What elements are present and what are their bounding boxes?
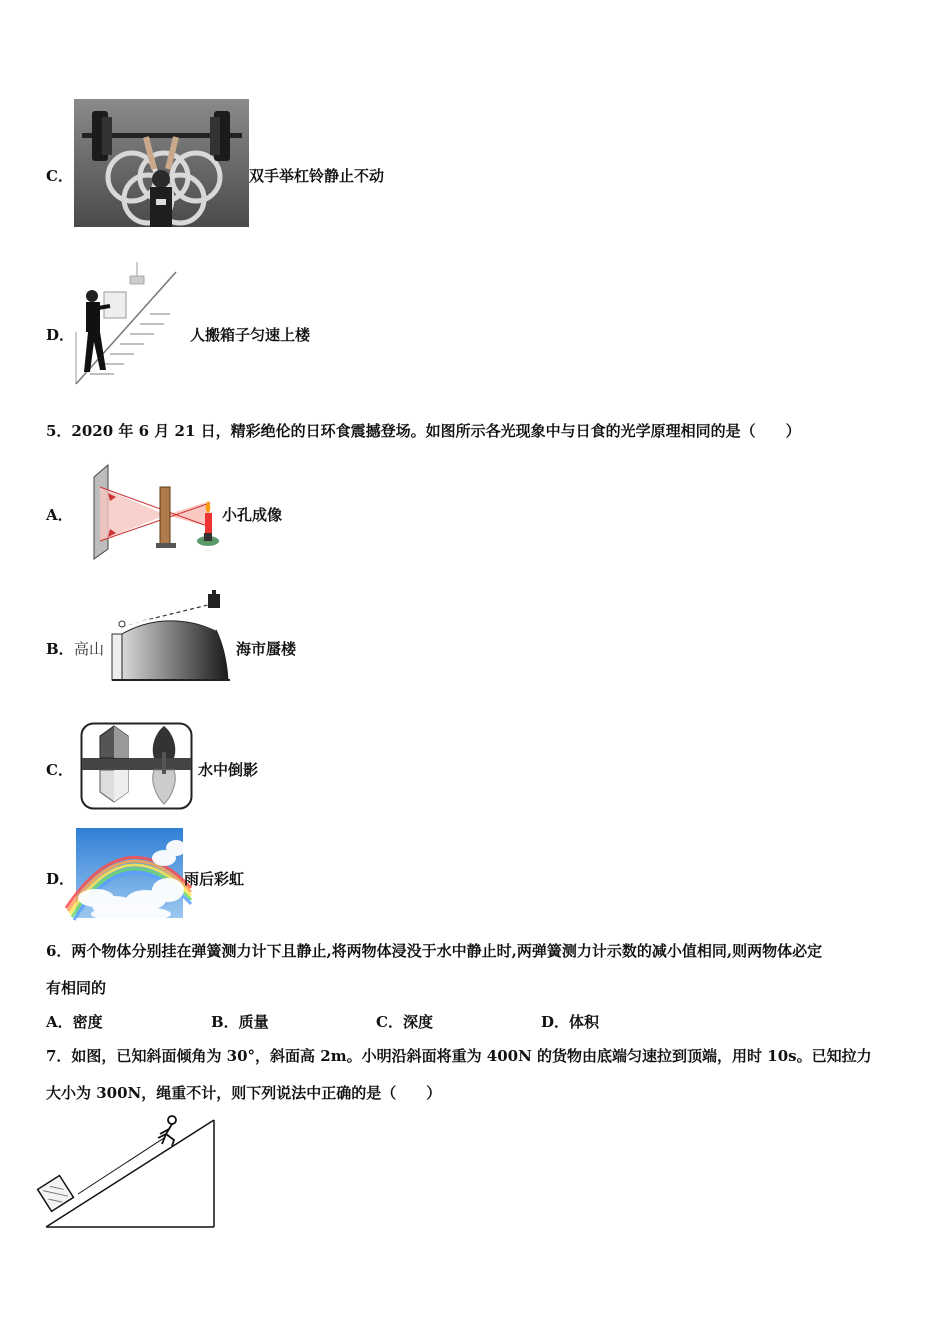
q6-option-c: C．深度 — [376, 1013, 433, 1031]
q4-option-d-text: 人搬箱子匀速上楼 — [190, 326, 311, 344]
q5-option-a-letter: A． — [46, 506, 73, 524]
mirage-figure — [104, 590, 232, 682]
q5-option-d-letter: D． — [46, 870, 75, 888]
q4-option-d-letter: D． — [46, 326, 75, 344]
q5-option-c-letter: C． — [46, 761, 73, 779]
weightlifter-image — [74, 99, 249, 227]
q6-stem-line-2: 有相同的 — [46, 979, 107, 997]
q5-option-d-text: 雨后彩虹 — [184, 870, 245, 888]
q7-stem-line-2: 大小为 300N，绳重不计，则下列说法中正确的是（ ） — [46, 1084, 442, 1102]
q5-stem: 5．2020 年 6 月 21 日，精彩绝伦的日环食震撼登场。如图所示各光现象中与日食的光学原理相同的是（ ） — [46, 422, 801, 440]
q4-option-c-text: 双手举杠铃静止不动 — [249, 167, 385, 185]
q6-option-d: D．体积 — [541, 1013, 600, 1031]
q5-option-c-text: 水中倒影 — [198, 761, 259, 779]
q6-option-b: B．质量 — [211, 1013, 269, 1031]
q5-option-a-text: 小孔成像 — [222, 506, 283, 524]
mountain-label: 高山 — [74, 640, 105, 658]
rainbow-image — [76, 828, 183, 918]
q6-stem-line-1: 6．两个物体分别挂在弹簧测力计下且静止,将两物体浸没于水中静止时,两弹簧测力计示数的减小值相同,则两物体必定 — [46, 942, 823, 960]
incline-figure — [44, 1110, 218, 1230]
pinhole-imaging-figure — [86, 457, 224, 561]
q6-option-a: A．密度 — [46, 1013, 103, 1031]
q5-option-b-text: 海市蜃楼 — [236, 640, 297, 658]
q7-stem-line-1: 7．如图，已知斜面倾角为 30°，斜面高 2m。小明沿斜面将重为 400N 的货物由底端匀速拉到顶端，用时 10s。已知拉力 — [46, 1047, 872, 1065]
q5-option-b-letter: B． — [46, 640, 74, 658]
q4-option-c-letter: C． — [46, 167, 73, 185]
stairs-carrying-image — [70, 262, 182, 386]
water-reflection-figure — [80, 722, 193, 810]
